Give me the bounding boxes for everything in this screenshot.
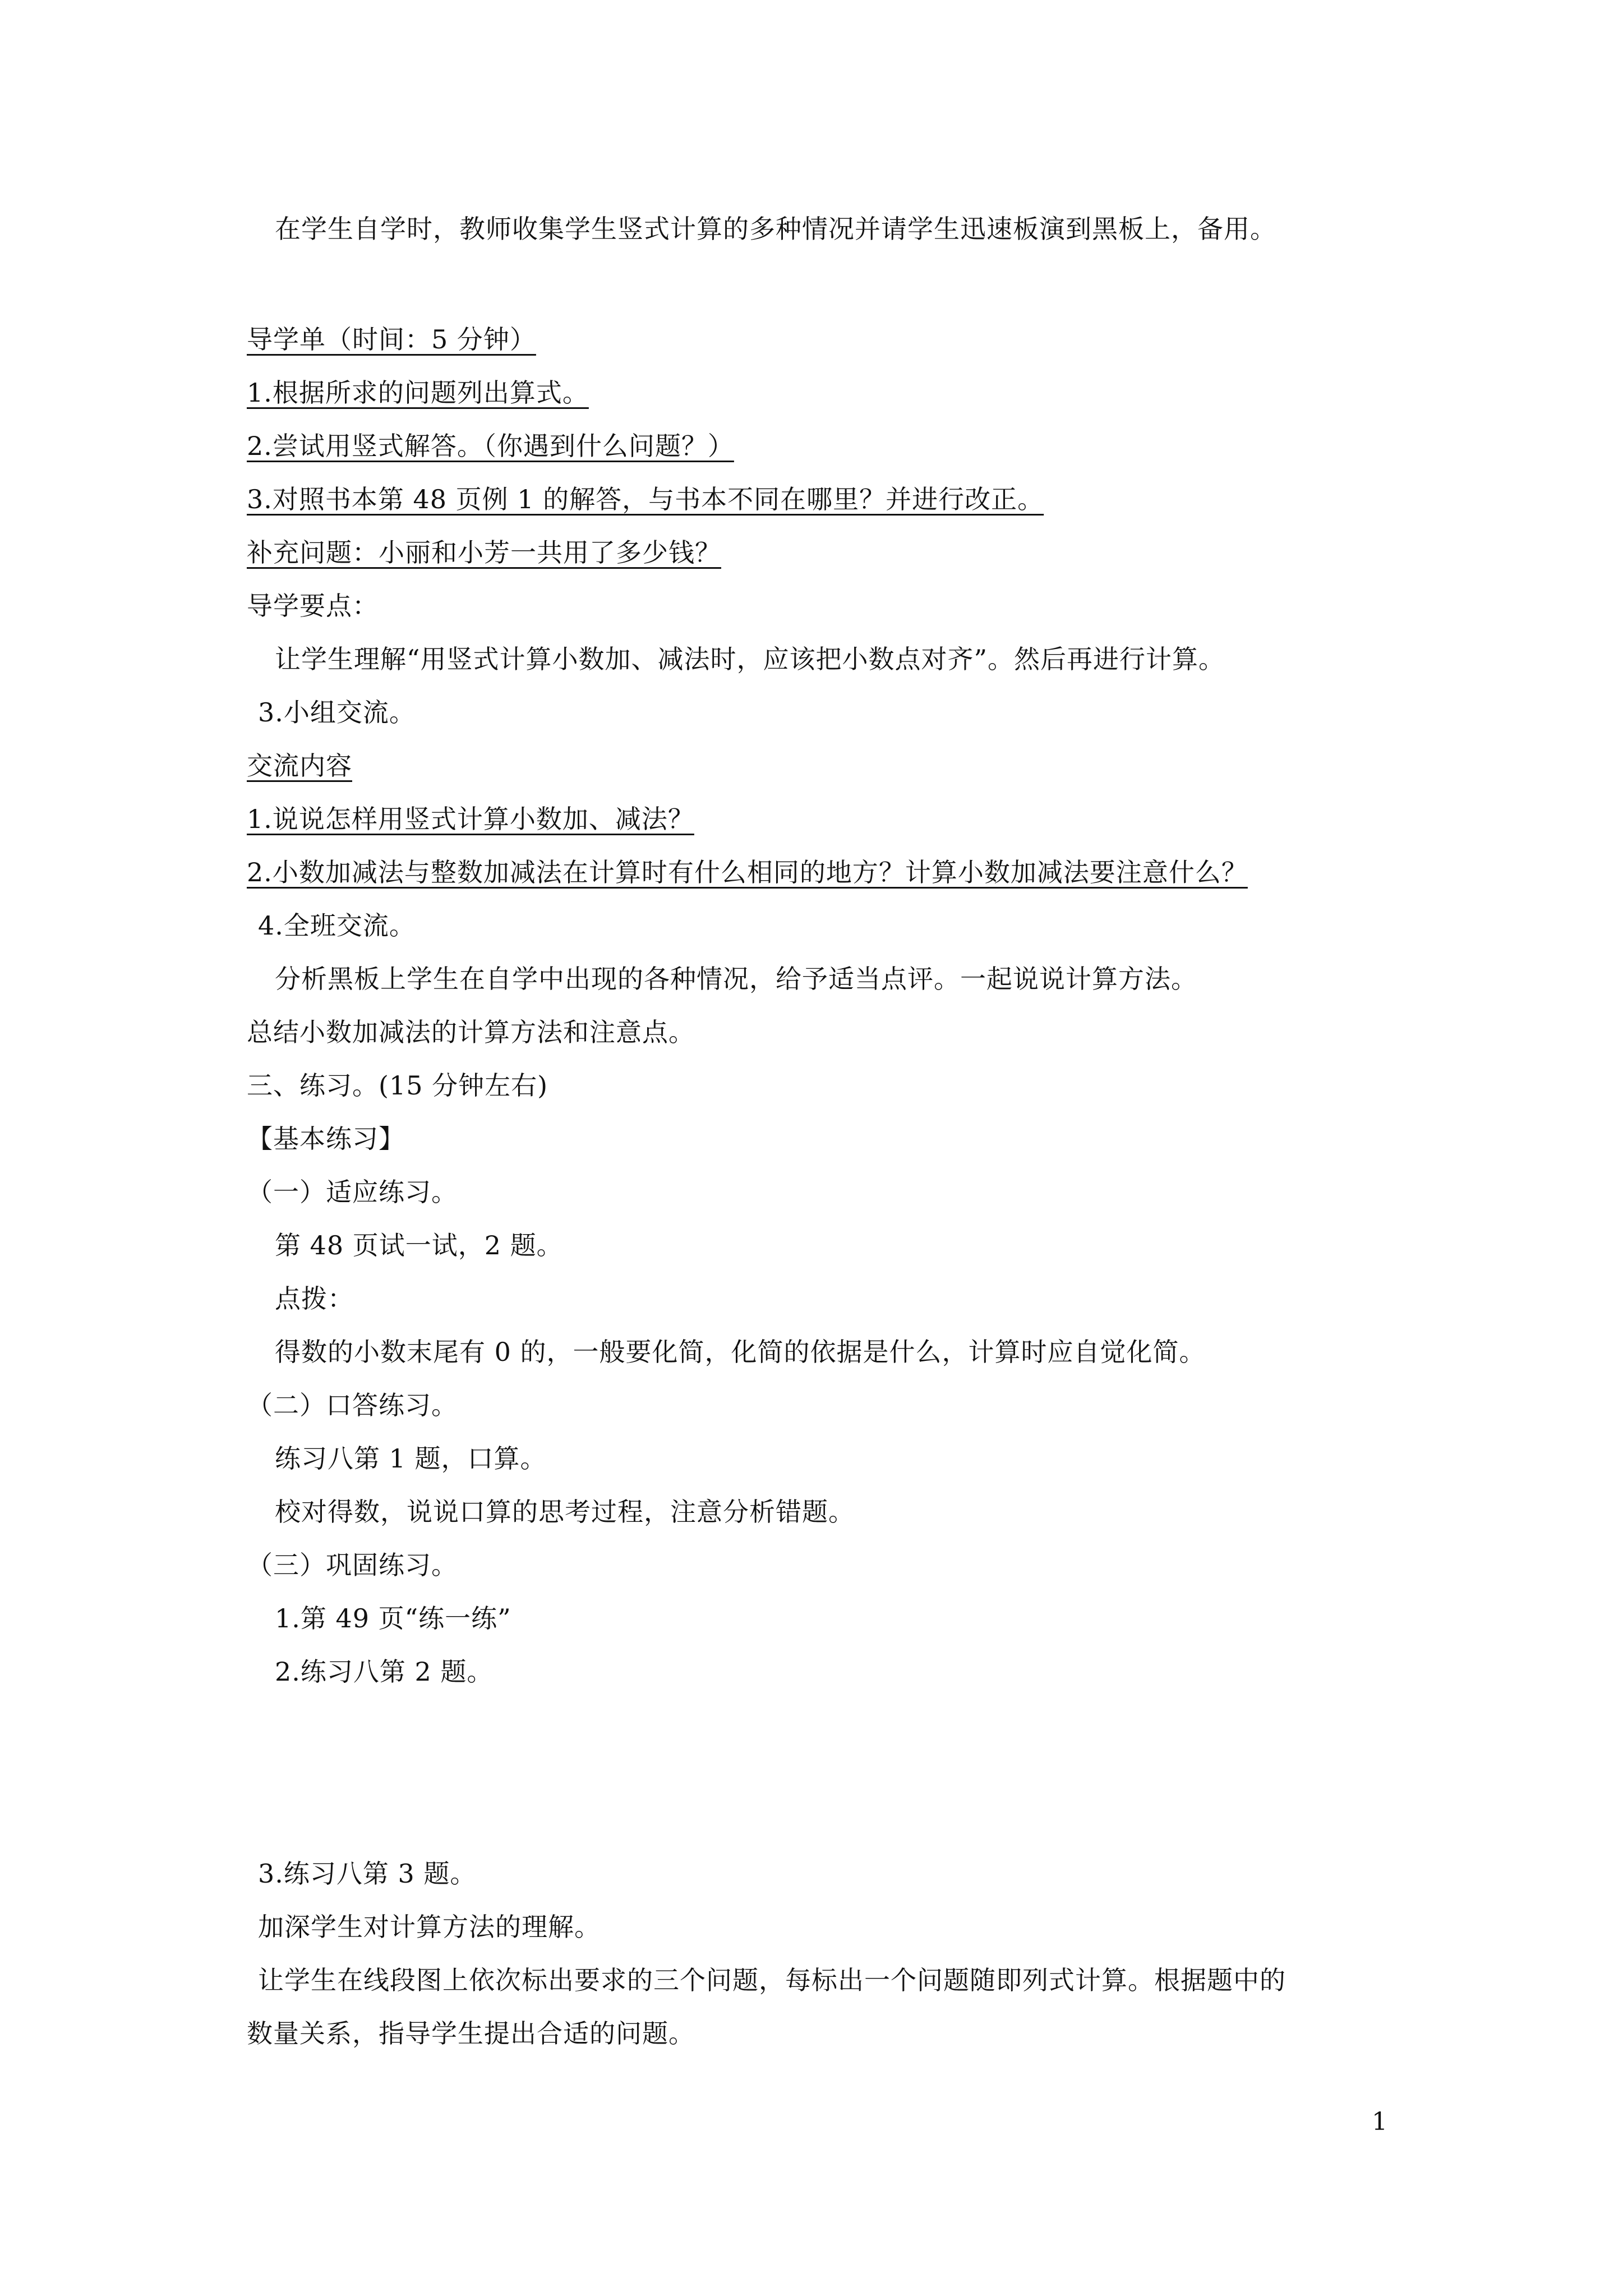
exchange-item-2: 2.小数加减法与整数加减法在计算时有什么相同的地方？计算小数加减法要注意什么？ — [247, 857, 1248, 887]
adapt-practice-title: （一）适应练习。 — [247, 1177, 458, 1207]
section-practice-heading: 三、练习。(15 分钟左右) — [247, 1070, 548, 1101]
hint-title: 点拨： — [275, 1283, 354, 1314]
consolidate-item-1: 1.第 49 页“练一练” — [275, 1603, 511, 1634]
basic-practice-heading: 【基本练习】 — [247, 1124, 405, 1154]
guide-sheet-title: 导学单（时间：5 分钟） — [247, 324, 536, 355]
guide-item-3: 3.对照书本第 48 页例 1 的解答，与书本不同在哪里？并进行改正。 — [247, 484, 1044, 514]
line-diagram-text-1: 让学生在线段图上依次标出要求的三个问题，每标出一个问题随即列式计算。根据题中的 — [258, 1965, 1286, 1995]
oral-practice-title: （二）口答练习。 — [247, 1390, 458, 1420]
summary-text: 总结小数加减法的计算方法和注意点。 — [247, 1017, 695, 1047]
page-number: 1 — [1372, 2108, 1387, 2136]
guide-item-2: 2.尝试用竖式解答。（你遇到什么问题？） — [247, 431, 734, 461]
exchange-item-1: 1.说说怎样用竖式计算小数加、减法？ — [247, 804, 694, 834]
guide-item-1: 1.根据所求的问题列出算式。 — [247, 378, 589, 408]
deepen-text: 加深学生对计算方法的理解。 — [258, 1912, 601, 1942]
oral-practice-item-1: 练习八第 1 题，口算。 — [275, 1443, 547, 1474]
consolidate-item-3: 3.练习八第 3 题。 — [258, 1858, 477, 1889]
step-class-exchange: 4.全班交流。 — [258, 910, 416, 941]
guide-extra-question: 补充问题：小丽和小芳一共用了多少钱？ — [247, 537, 721, 568]
consolidate-practice-title: （三）巩固练习。 — [247, 1550, 458, 1580]
key-points-title: 导学要点： — [247, 591, 379, 621]
consolidate-item-2: 2.练习八第 2 题。 — [275, 1657, 494, 1687]
analysis-text: 分析黑板上学生在自学中出现的各种情况，给予适当点评。一起说说计算方法。 — [275, 964, 1197, 994]
hint-text: 得数的小数末尾有 0 的，一般要化简，化简的依据是什么，计算时应自觉化简。 — [275, 1337, 1206, 1367]
key-points-text: 让学生理解“用竖式计算小数加、减法时，应该把小数点对齐”。然后再进行计算。 — [275, 644, 1225, 674]
line-diagram-text-2: 数量关系，指导学生提出合适的问题。 — [247, 2018, 695, 2049]
exchange-title: 交流内容 — [247, 751, 352, 781]
step-group-exchange: 3.小组交流。 — [258, 697, 416, 728]
adapt-practice-item: 第 48 页试一试，2 题。 — [275, 1230, 563, 1260]
intro-paragraph: 在学生自学时，教师收集学生竖式计算的多种情况并请学生迅速板演到黑板上，备用。 — [275, 214, 1276, 244]
oral-practice-item-2: 校对得数，说说口算的思考过程，注意分析错题。 — [275, 1497, 855, 1527]
